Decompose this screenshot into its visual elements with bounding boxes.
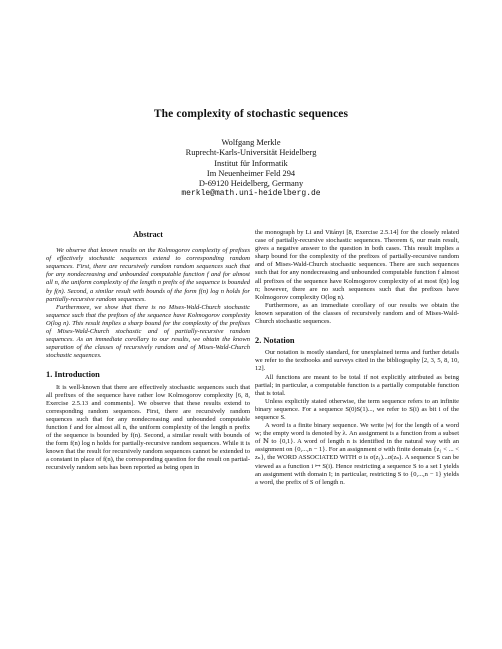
right-column [255, 229, 459, 487]
author-address-city: D-69120 Heidelberg, Germany [198, 179, 304, 189]
notation-paragraph-4: A word is a finite binary sequence. We write |w| for the length of a word w; the empty word is denoted by λ. An assignment is a function from a subset of ℕ to {0,1}. A word of length n is identified in the natural way with an assignment on {0,...,n − 1}. For an assignment σ with finite domain {z₁ < ... < zₙ}, the WORD ASSOCIATED WITH σ is σ(z₁)...σ(zₙ). A sequence S can be viewed as a function i ↦ S(i). Hence restricting a sequence S to a set I yields an assignment with domain I; in particular, restricting S to {0,...,n − 1} yields a word, the prefix of S of length n. [255, 422, 459, 486]
introduction-heading: 1. Introduction [46, 370, 100, 380]
left-column [46, 231, 250, 473]
paper-title: The complexity of stochastic sequences [153, 108, 349, 120]
notation-paragraph-3: Unless explicitly stated otherwise, the term sequence refers to an infinite binary sequence. For a sequence S(0)S(1)..., we refer to S(i) as bit i of the sequence S. [255, 397, 459, 421]
author-address-street: Im Neuenheimer Feld 294 [206, 168, 296, 178]
author-affiliation-university: Ruprecht-Karls-Universität Heidelberg [185, 148, 317, 158]
author-email: merkle@math.uni-heidelberg.de [181, 189, 321, 199]
abstract-paragraph-1: We observe that known results on the Kolmogorov complexity of prefixes of effectively stochastic sequences extend to corresponding random sequences. First, there are recursively random random sequences such that for any nondecreasing and unbounded computable function f and for almost all n, the uniform complexity of the length n prefix of the sequence is bounded by f(n). Second, a similar result with bounds of the form f(n) log n holds for partially-recursive random sequences. [46, 247, 250, 303]
introduction-paragraph-2: Furthermore, as an immediate corollary of our results we obtain the known separation of the classes of recursively random and of Mises-Wald-Church stochastic sequences. [255, 301, 459, 326]
notation-paragraph-2: All functions are meant to be total if not explicitly attributed as being partial; in particular, a computable function is a partially computable function that is total. [255, 373, 459, 397]
notation-heading: 2. Notation [255, 336, 295, 346]
author-block [0, 138, 502, 200]
notation-paragraph-1: Our notation is mostly standard, for unexplained terms and further details we refer to the textbooks and surveys cited in the bibliography [2, 3, 5, 8, 10, 12]. [255, 349, 459, 373]
abstract-section [46, 231, 250, 360]
abstract-heading: Abstract [133, 230, 163, 239]
author-affiliation-institute: Institut für Informatik [214, 158, 288, 168]
abstract-paragraph-2: Furthermore, we show that there is no Mises-Wald-Church stochastic sequence such that the prefixes of the sequence have Kolmogorov complexity O(log n). This result implies a sharp bound for the complexity of the prefixes of Mises-Wald-Church stochastic and of partially-recursive random sequences. As an immediate corollary to our results, we obtain the known separation of the classes of recursively random and of Mises-Wald-Church stochastic sequences. [46, 303, 250, 360]
introduction-paragraph-1: It is well-known that there are effectively stochastic sequences such that all prefixes of the sequence have rather low Kolmogorov complexity [6, 8, Exercise 2.5.13 and comments]. We observe that these results extend to corresponding random sequences. First, there are recursively random sequences such that for any nondecreasing and unbounded computable function f and for almost all n, the uniform complexity of the length n prefix of the sequence is bounded by f(n). Second, a similar result with bounds of the form f(n) log n holds for partially-recursive random sequences. While it is known that the result for recursively random sequences cannot be extended to a constant in place of f(n), the corresponding question for the result on partial-recursively random sets has been reported as being open in [46, 383, 250, 472]
introduction-paragraph-1-continued: the monograph by Li and Vitányi [8, Exercise 2.5.14] for the closely related case of partially-recursive stochastic sequences. Theorem 6, our main result, gives a negative answer to the question in both cases. This result implies a sharp bound for the complexity of the prefixes of partially-recursive random and of Mises-Wald-Church stochastic sequences. There are such sequences such that for any nondecreasing and unbounded computable function f almost all prefixes of the sequence have Kolmogorov complexity of at most f(n) log n; however, there are no such sequences such that the prefixes have Kolmogorov complexity O(log n). [255, 229, 459, 301]
author-name: Wolfgang Merkle [221, 138, 281, 147]
